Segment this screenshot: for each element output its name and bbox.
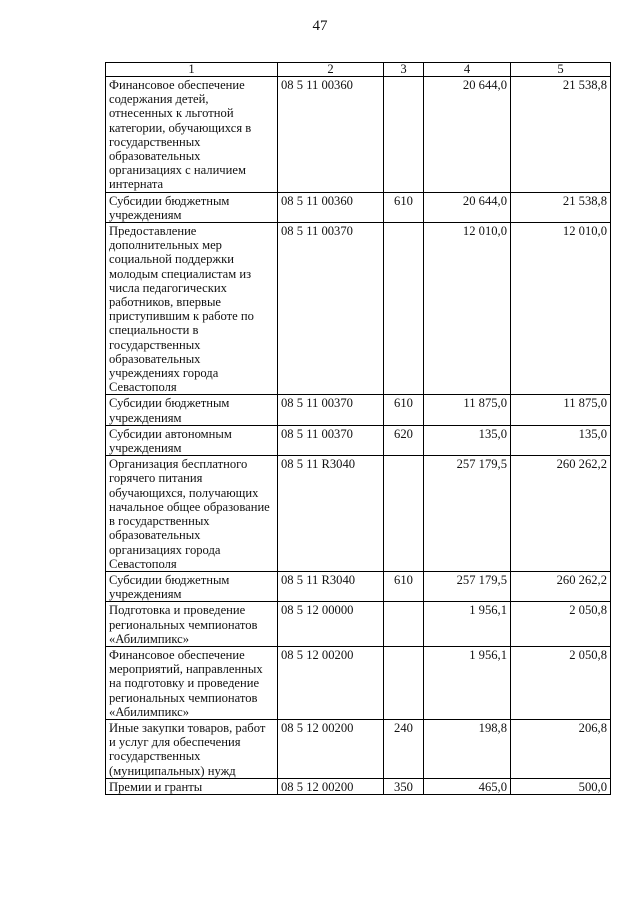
header-row: [106, 63, 611, 77]
amount-year2-cell: 11 875,0: [511, 395, 611, 425]
table-row: [106, 456, 611, 572]
table-row: [106, 425, 611, 455]
table-row: [106, 571, 611, 601]
amount-year2-cell: 21 538,8: [511, 77, 611, 193]
table-row: [106, 395, 611, 425]
page-number: 47: [312, 18, 328, 34]
target-code-cell: 08 5 11 00360: [278, 192, 384, 222]
target-code-cell: 08 5 12 00200: [278, 646, 384, 719]
expense-type-cell: 610: [384, 192, 424, 222]
expense-type-cell: 610: [384, 571, 424, 601]
table-row: [106, 602, 611, 647]
column-header: 2: [278, 63, 384, 77]
amount-year1-cell: 1 956,1: [424, 646, 511, 719]
table-row: [106, 223, 611, 395]
amount-year1-cell: 257 179,5: [424, 456, 511, 572]
item-name-cell: Иные закупки товаров, работ и услуг для обеспечения государственных (муниципальных) нужд: [106, 719, 278, 778]
item-name-cell: Финансовое обеспечение мероприятий, направленных на подготовку и проведение региональных чемпионатов «Абилимпикс»: [106, 646, 278, 719]
amount-year2-cell: 206,8: [511, 719, 611, 778]
table-row: [106, 719, 611, 778]
target-code-cell: 08 5 11 00370: [278, 425, 384, 455]
column-header: 1: [106, 63, 278, 77]
target-code-cell: 08 5 11 R3040: [278, 456, 384, 572]
target-code-cell: 08 5 11 R3040: [278, 571, 384, 601]
expense-type-cell: 350: [384, 778, 424, 794]
amount-year2-cell: 260 262,2: [511, 456, 611, 572]
amount-year2-cell: 260 262,2: [511, 571, 611, 601]
item-name-cell: Финансовое обеспечение содержания детей, отнесенных к льготной категории, обучающихся в государственных образовательных организациях с наличием интерната: [106, 77, 278, 193]
table-row: [106, 77, 611, 193]
target-code-cell: 08 5 11 00370: [278, 395, 384, 425]
amount-year1-cell: 1 956,1: [424, 602, 511, 647]
target-code-cell: 08 5 11 00370: [278, 223, 384, 395]
item-name-cell: Организация бесплатного горячего питания обучающихся, получающих начальное общее образование в государственных образовательных организациях города Севастополя: [106, 456, 278, 572]
target-code-cell: 08 5 12 00000: [278, 602, 384, 647]
expense-type-cell: [384, 223, 424, 395]
amount-year2-cell: 2 050,8: [511, 602, 611, 647]
amount-year2-cell: 2 050,8: [511, 646, 611, 719]
expense-type-cell: [384, 602, 424, 647]
table-row: [106, 192, 611, 222]
budget-table: [105, 62, 611, 795]
item-name-cell: Предоставление дополнительных мер социальной поддержки молодым специалистам из числа педагогических работников, впервые приступившим к работе по специальности в государственных образовательных учреждениях города Севастополя: [106, 223, 278, 395]
expense-type-cell: 610: [384, 395, 424, 425]
amount-year2-cell: 21 538,8: [511, 192, 611, 222]
target-code-cell: 08 5 11 00360: [278, 77, 384, 193]
column-header: 4: [424, 63, 511, 77]
table-row: [106, 778, 611, 794]
table-row: [106, 646, 611, 719]
item-name-cell: Подготовка и проведение региональных чемпионатов «Абилимпикс»: [106, 602, 278, 647]
amount-year1-cell: 465,0: [424, 778, 511, 794]
expense-type-cell: 620: [384, 425, 424, 455]
amount-year1-cell: 198,8: [424, 719, 511, 778]
expense-type-cell: 240: [384, 719, 424, 778]
item-name-cell: Субсидии бюджетным учреждениям: [106, 395, 278, 425]
target-code-cell: 08 5 12 00200: [278, 778, 384, 794]
item-name-cell: Субсидии бюджетным учреждениям: [106, 571, 278, 601]
amount-year2-cell: 135,0: [511, 425, 611, 455]
amount-year1-cell: 11 875,0: [424, 395, 511, 425]
item-name-cell: Премии и гранты: [106, 778, 278, 794]
target-code-cell: 08 5 12 00200: [278, 719, 384, 778]
amount-year1-cell: 135,0: [424, 425, 511, 455]
amount-year2-cell: 500,0: [511, 778, 611, 794]
amount-year1-cell: 257 179,5: [424, 571, 511, 601]
column-header: 5: [511, 63, 611, 77]
item-name-cell: Субсидии автономным учреждениям: [106, 425, 278, 455]
item-name-cell: Субсидии бюджетным учреждениям: [106, 192, 278, 222]
amount-year1-cell: 20 644,0: [424, 77, 511, 193]
amount-year1-cell: 20 644,0: [424, 192, 511, 222]
amount-year2-cell: 12 010,0: [511, 223, 611, 395]
column-header: 3: [384, 63, 424, 77]
expense-type-cell: [384, 646, 424, 719]
amount-year1-cell: 12 010,0: [424, 223, 511, 395]
expense-type-cell: [384, 456, 424, 572]
expense-type-cell: [384, 77, 424, 193]
